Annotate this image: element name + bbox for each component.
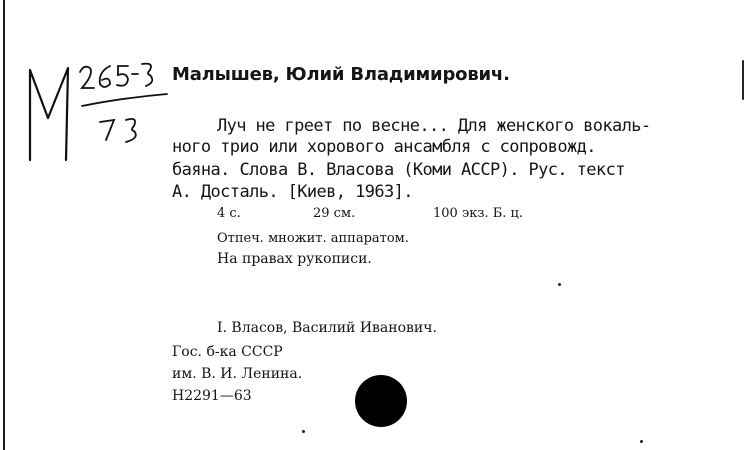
title-line-3: баяна. Слова В. Власова (Коми АССР). Рус. текст: [172, 160, 625, 180]
tracing-entry: I. Власов, Василий Иванович.: [217, 320, 437, 336]
title-line-1: Луч не греет по весне... Для женского вокаль-: [217, 116, 651, 136]
library-line-3: Н2291—63: [172, 388, 252, 404]
dust-speck: [742, 60, 744, 100]
dust-speck: [640, 440, 643, 443]
collation-size: 29 см.: [313, 206, 356, 221]
library-line-2: им. В. И. Ленина.: [172, 366, 303, 382]
library-line-1: Гос. б-ка СССР: [172, 344, 283, 360]
handwritten-shelfmark: [22, 58, 182, 168]
author-heading: Малышев, Юлий Владимирович.: [172, 64, 510, 85]
dust-speck: [558, 283, 561, 286]
title-line-2: ного трио или хорового ансамбля с сопровожд.: [172, 137, 596, 157]
dust-speck: [302, 430, 305, 433]
card-edge-line: [3, 0, 5, 450]
card-punch-hole: [355, 375, 407, 427]
collation-copies: 100 экз. Б. ц.: [433, 206, 524, 221]
note-manuscript: На правах рукописи.: [217, 251, 372, 267]
collation-line: [217, 206, 523, 221]
collation-pages: 4 с.: [217, 206, 241, 221]
note-reproduction: Отпеч. множит. аппаратом.: [217, 231, 409, 246]
title-line-4: А. Досталь. [Киев, 1963].: [172, 182, 413, 202]
